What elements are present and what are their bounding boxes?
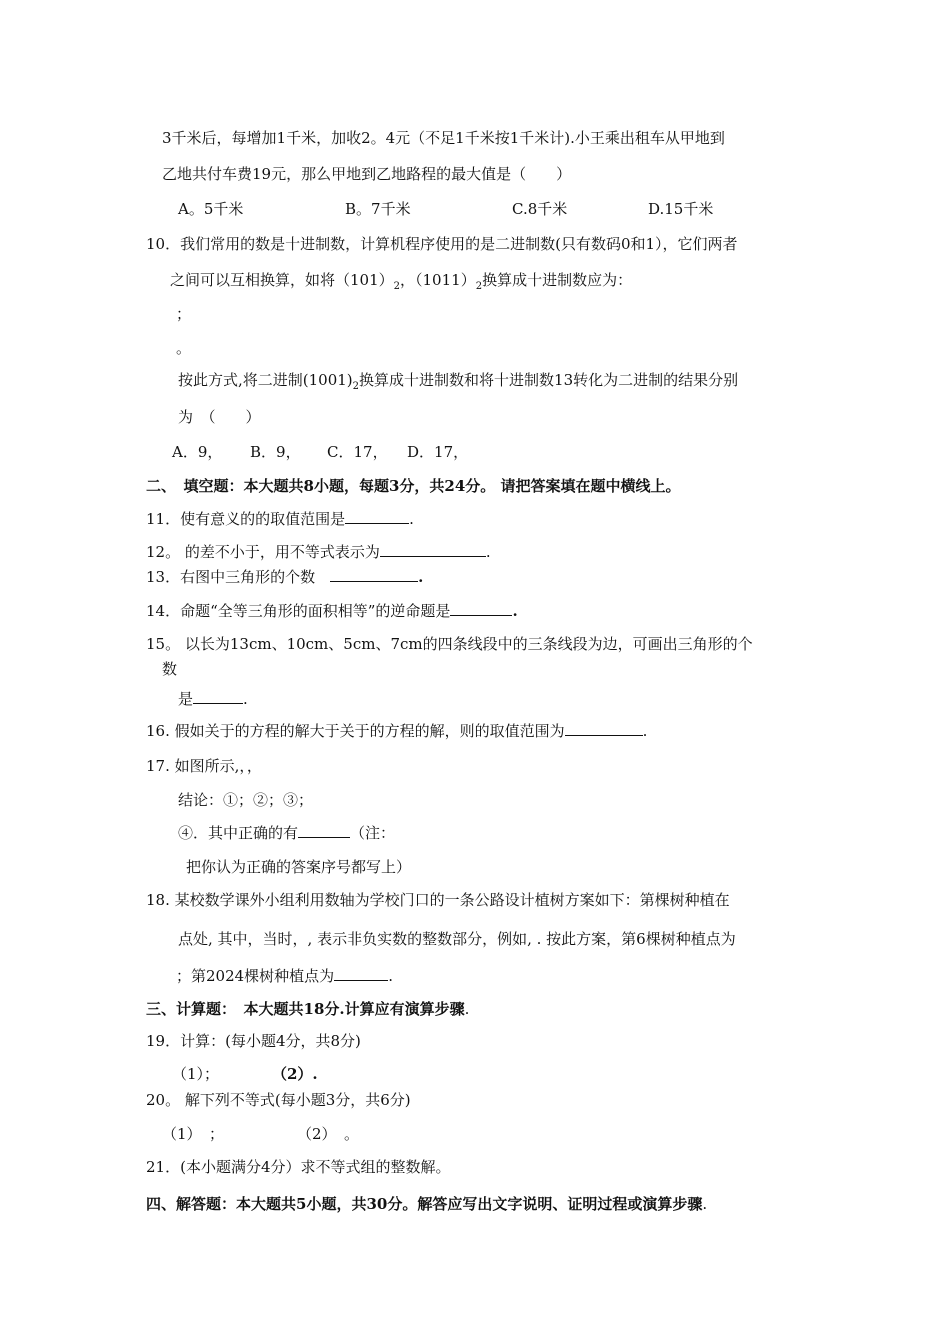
q12 [146,542,491,562]
section-2-heading: 二、 填空题：本大题共8小题，每题3分，共24分。 请把答案填在题中横线上。 [146,477,681,495]
q17-line-3-end: （注： [350,824,396,842]
q10-sub-3: 2 [352,381,360,392]
q17-answer-blank[interactable] [298,823,350,838]
q15-answer-blank[interactable] [193,689,243,704]
q13-end: . [418,568,424,586]
section-3-heading-text: 三、计算题： 本大题共18分.计算应有演算步骤 [146,1000,465,1018]
q11-text: 11．使有意义的的取值范围是 [146,510,346,528]
section-4-heading [146,1194,707,1214]
q10-option-b: B．9， [250,443,301,461]
q9-option-d: D.15千米 [648,200,714,218]
section-3-heading [146,999,469,1019]
q14 [146,601,518,621]
q15-line-3 [178,689,248,709]
q18-line-3-text: ；第2024棵树种植点为 [176,967,335,985]
q10-line-5-a: 按此方式,将二进制(1001) [178,371,353,389]
q14-answer-blank[interactable] [450,601,512,616]
q14-end: . [512,602,518,620]
q13 [146,567,423,587]
q17-line-2: 结论：①；②；③； [178,791,314,809]
q9-option-a: A。5千米 [178,200,244,218]
q10-line-6: 为 （ ） [178,408,261,426]
q20-line-1: 20。 解下列不等式(每小题3分，共6分) [146,1091,411,1109]
q10-option-a: A．9， [172,443,223,461]
q9-line-2: 乙地共付车费19元，那么甲地到乙地路程的最大值是（ ） [162,165,572,183]
q9-line-1: 3千米后，每增加1千米，加收2。4元（不足1千米按1千米计).小王乘出租车从甲地到 [162,129,725,147]
q20-part-2: （2） 。 [297,1125,360,1143]
section-4-heading-end: . [702,1195,708,1213]
q21: 21．(本小题满分4分）求不等式组的整数解。 [146,1158,451,1176]
q17-line-3-text: ④．其中正确的有 [178,824,299,842]
q15-line-1: 15。 以长为13cm、10cm、5cm、7cm的四条线段中的三条线段为边，可画出三角形的个 [146,635,753,653]
q16 [146,721,647,741]
q11-end: . [409,510,414,528]
q17-line-1: 17. 如图所示,，， [146,757,262,775]
q10-line-1: 10．我们常用的数是十进制数，计算机程序使用的是二进制数(只有数码0和1），它们两者 [146,235,738,253]
q10-option-d: D．17， [407,443,469,461]
q19-line-1: 19．计算：(每小题4分，共8分) [146,1032,361,1050]
q12-end: . [485,543,491,561]
q17-line-3 [178,823,395,843]
q16-end: . [642,722,648,740]
q9-option-c: C.8千米 [512,200,568,218]
q15-line-2: 数 [162,660,178,678]
q10-sub-2: 2 [475,281,483,292]
q19-part-1: （1）； [172,1065,220,1083]
q18-line-1: 18. 某校数学课外小组利用数轴为学校门口的一条公路设计植树方案如下：第棵树种植在 [146,891,730,909]
q20-part-1: （1） ； [162,1125,225,1143]
q18-line-2: 点处, 其中，当时，, 表示非负实数的整数部分，例如, . 按此方案，第6棵树种植点为 [178,930,736,948]
q15-line-3-text: 是 [178,690,194,708]
q10-line-4: 。 [176,339,192,357]
q12-answer-blank[interactable] [380,542,486,557]
q10-line-3: ； [176,305,192,323]
q19-part-2: （2）. [272,1065,318,1083]
q10-line-2-b: ，（1011） [400,271,476,289]
q10-sub-1: 2 [393,281,401,292]
q9-option-b: B。7千米 [345,200,411,218]
q10-line-5-b: 换算成十进制数和将十进制数13转化为二进制的结果分别 [359,371,739,389]
q12-text: 12。 的差不小于，用不等式表示为 [146,543,380,561]
q10-line-2 [170,270,632,297]
section-4-heading-text: 四、解答题：本大题共5小题，共30分。解答应写出文字说明、证明过程或演算步骤 [146,1195,703,1213]
q18-end: . [388,967,393,985]
q10-option-c: C．17， [327,443,388,461]
q13-answer-blank[interactable] [330,567,418,582]
q16-answer-blank[interactable] [565,721,643,736]
q14-text: 14．命题“全等三角形的面积相等”的逆命题是 [146,602,451,620]
section-3-heading-end: . [464,1000,470,1018]
q16-text: 16. 假如关于的方程的解大于关于的方程的解，则的取值范围为 [146,722,565,740]
q10-line-2-c: 换算成十进制数应为： [482,271,633,289]
q17-line-4: 把你认为正确的答案序号都写上） [186,858,412,876]
q18-answer-blank[interactable] [334,966,388,981]
q10-line-5 [178,370,738,397]
q15-end: . [243,690,248,708]
q11 [146,509,414,529]
q13-text: 13．右图中三角形的个数 [146,568,331,586]
q10-line-2-a: 之间可以互相换算，如将（101） [170,271,394,289]
q11-answer-blank[interactable] [345,509,409,524]
q18-line-3 [176,966,393,986]
